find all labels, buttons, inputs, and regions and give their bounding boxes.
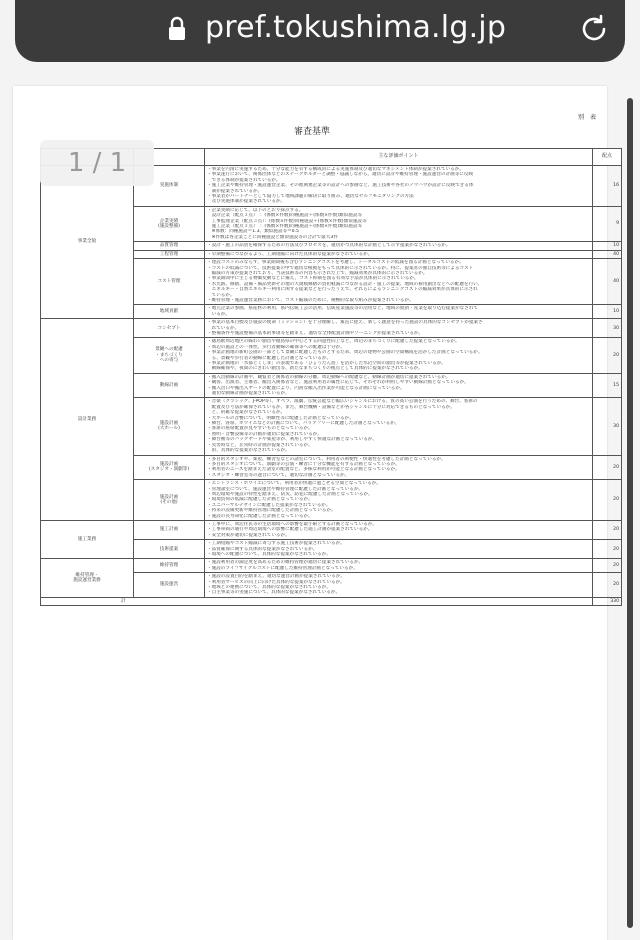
point-line: ・地域との連携について、具体的な提案がなされているか。	[207, 585, 331, 591]
point-line: ・地元企業の参画、県産材の利用、県内伝統工芸の活用、伝統産業施設等の活用など、地域の経済・産業を取り込む提案がなされて	[207, 306, 479, 312]
point-line: ・多目的スタジオについて、演劇等の公演・練習に十分な機能を有する計画となっているか。	[207, 461, 400, 467]
point-line: 制が提案されているか。	[207, 188, 263, 194]
point-line: ・環境への配慮について、具体的な提案がなされているか。	[207, 552, 331, 557]
points-cell	[205, 166, 593, 207]
browser-top-bar	[0, 0, 640, 78]
score-cell: 20	[593, 540, 622, 559]
point-line: 及び実施体制が提案されているか。	[207, 199, 286, 205]
point-line: ・事業計画地の「水都とくしま」の表現である「ひょうたん島」を活かした水辺空間の創出等が提案されているか。	[207, 361, 446, 366]
document-title: 審査基準	[294, 127, 331, 137]
item-cell: コスト管理	[134, 259, 205, 305]
score-cell: 10	[593, 242, 622, 250]
point-line: 的、具体的な提案がなされているか。	[207, 448, 290, 454]
point-line: できる体制が提案されているか。	[207, 177, 281, 183]
score-cell: 20	[593, 455, 622, 480]
point-line: ・施設の長寿命化に配慮した計画となっているか。	[207, 513, 313, 519]
total-row	[41, 597, 622, 605]
category-cell: 維持管理・ 施設運営業務	[41, 559, 134, 597]
point-line: ・将来の設備更新や維持管理に配慮した計画となっているか。	[207, 508, 336, 514]
total-score: 330	[593, 597, 622, 605]
score-cell: 10	[593, 305, 622, 319]
point-line: ・大ホールの音響について、明瞭性等に配慮した計画となっているか。	[207, 415, 354, 421]
score-cell: 9	[593, 206, 622, 241]
point-line: ・水光熱、修繕、設備・備品更新その他の大規模修繕の負担軽減につながる設計・施工の提案、地域の雇用創出などへの配慮を行い、	[207, 281, 483, 287]
score-cell: 20	[593, 520, 622, 539]
item-cell: 維持管理	[134, 559, 205, 573]
category-cell: 事業全般	[41, 166, 134, 319]
point-line: ・搬入出動線の計画や、観覧者と関係者の動線の分離、周辺動線への配慮など、動線計画が適切に提案されているか。	[207, 374, 451, 380]
item-cell: 工程管理	[134, 250, 205, 258]
point-line: 工事監理企業（配点３点）：(係数×件数)同種施設＋(係数×件数)類似施設等	[207, 218, 367, 224]
point-line: 配置及び寸法が確保されているか、また、舞台機構・設備などが各ジャンルに十分に対応できるものとなっているか。	[207, 404, 455, 410]
point-line: ・事業計画地の新町公園の一部として景観に配慮したものとするため、周辺の建物や公園の空間構成を活かした計画となっているか。	[207, 350, 483, 356]
point-line: ・事業の基本目標及び施設の使命（ミッション）を十分理解し、素直に捉え、新しく創意を持った施設の具体的なコンセプトが提案さ	[207, 320, 483, 326]
score-cell: 20	[593, 338, 622, 373]
point-line: ・維持管理・施設運営業務において、コスト縮減のために、積極的な取り組みが提案されているか。	[207, 297, 414, 303]
points-cell	[205, 455, 593, 480]
table-body	[41, 166, 622, 606]
item-cell: 景観への配慮 ・まちづくり への寄与	[134, 338, 205, 373]
point-line: ※係数：同種施設＝1.3、類似施設等＝0.5	[207, 229, 299, 235]
point-line: 適切な動線計画が提案されているか。	[207, 391, 290, 397]
point-line: ・事業期間中に生じる物価変動などに備え、コスト抑制を図る有効な手法が具体的に示されているか。	[207, 276, 419, 282]
point-line: ・舞台袖等のバックヤードや楽屋等が、利用しやすく快適な計画となっているか、	[207, 437, 377, 443]
points-cell	[205, 573, 593, 598]
points-cell	[205, 250, 593, 258]
point-line: 動線確保や、夜間のにぎわい創出等、新たなまちづくりの拠点として具体的に提案がなされているか。	[207, 366, 423, 372]
lock-icon	[167, 16, 187, 42]
point-line: ・事業を円滑に実施するため、十分な能力を有する構成員による実施体制及び適切なマネジメント体制が提案されているか。	[207, 167, 464, 172]
point-line: る、景観や歩行者の動線に配慮した計画となっているか。	[207, 355, 332, 361]
total-label: 計	[41, 597, 593, 605]
appendix-label: 別 表	[578, 114, 597, 121]
point-line: ・エントランス・ホワイエについて、利用者が快適に過ごせる空間となっているか。	[207, 481, 381, 487]
point-line: ・利用者サービスの向上に向けた具体的な提案がなされているか。	[207, 579, 345, 585]
point-line: ・ユニバーサルデザインに配慮した提案がなされているか。	[207, 502, 331, 508]
page-indicator: 1 / 1	[40, 140, 154, 186]
point-line: いるか。	[207, 311, 230, 317]
point-line: エネルギー・自然エネルギー利用に関する提案などを行ったうえで、それらによるランニングコストの縮減効果が具体的に示され	[207, 287, 478, 293]
point-line: ・管理諸室について、施設運営や維持管理に配慮した計画となっているか。	[207, 486, 364, 492]
item-cell: 施設運営	[134, 573, 205, 598]
point-line: ・工事中に、周辺住民等の生活環境への影響を最小限とする計画となっているか。	[207, 521, 377, 527]
item-cell: 動線計画	[134, 373, 205, 398]
score-cell: 40	[593, 259, 622, 305]
item-cell: 施設計画 (大ホール)	[134, 398, 205, 455]
score-cell: 20	[593, 559, 622, 573]
point-line: ・コストの低減について、技術提案の中で適切な根拠をもって具体的に示されているか。特に、提案者の独自技術等によるコスト	[207, 265, 474, 271]
point-line: れているか。	[207, 325, 240, 331]
point-line: ・利用者のニーズを踏まえた諸室の配置など、多様な利用が可能となる計画となっているか。	[207, 467, 400, 473]
reload-icon[interactable]	[577, 12, 611, 46]
point-line: 設計企業（配点３点） ：(係数×件数)同種施設＋(係数×件数)類似施設等	[207, 213, 362, 219]
item-cell: 技術提案	[134, 540, 205, 559]
point-line: ・多目的スタジオや、楽屋、練習室などの諸室について、利用者の利便性・快適性を考慮した計画となっているか。	[207, 456, 446, 462]
point-line: ・工事車両の通行や周辺環境への影響に配慮した施工計画が提案されているか。	[207, 527, 373, 533]
point-line: ※件数は各企業ごとに同種施設と類似施設等の合計で最大3件	[207, 234, 338, 240]
score-cell: 30	[593, 398, 622, 455]
point-line: ・搬入出口や搬出入ヤードの配置により、円滑な搬入出作業が可能となる計画になっているか。	[207, 385, 405, 391]
item-cell: 企業実績 (施設整備)	[134, 206, 205, 241]
points-cell	[205, 338, 593, 373]
item-cell: コンセプト	[134, 319, 205, 338]
evaluation-criteria-table	[40, 148, 622, 606]
header-cell-score: 配点	[593, 149, 622, 166]
point-line: 縮減の方策が提案されており、当該技術等の内容も示された上で、縮減効果が具体的に示されているか。	[207, 270, 428, 276]
scrollbar[interactable]	[627, 98, 633, 928]
points-cell	[205, 398, 593, 455]
score-cell: 20	[593, 573, 622, 598]
table-row	[41, 520, 622, 539]
points-cell	[205, 305, 593, 319]
point-line: ・施設のライフサイクルコストに配慮した維持管理計画となっているか。	[207, 565, 358, 571]
header-cell-points: 主な評価ポイント	[205, 149, 593, 166]
item-cell: 施設計画 (スタジオ・演劇等)	[134, 455, 205, 480]
point-line: ・整備条件や施設整備の基本的事項等を踏まえ、適切な全体配置計画やゾーニングが提案されているか。	[207, 330, 424, 336]
points-cell	[205, 540, 593, 559]
point-line: ・観客、出演者、主催者、搬出入関係者など、施設利用者の属性に応じて、それぞれが利用しやすい動線計画となっているか。	[207, 380, 469, 386]
score-cell: 16	[593, 166, 622, 207]
points-cell	[205, 319, 593, 338]
point-line: ・周辺の施設との一体性、歩行者動線の確保等への配慮は十分か。	[207, 344, 345, 350]
points-cell	[205, 259, 593, 305]
point-line: ・事業者がパートナーとして協力して地域課題の解決に取り組み、適切なセルフモニタリングの方法	[207, 194, 414, 200]
item-cell: 実施体制	[134, 166, 205, 207]
score-cell: 40	[593, 250, 622, 258]
points-cell	[205, 520, 593, 539]
points-cell	[205, 559, 593, 573]
category-cell: 設計業務	[41, 319, 134, 521]
point-line: ・周辺環境や施設の特性を踏まえ、防災、防犯に配慮した計画となっているか。	[207, 491, 373, 497]
item-cell: 品質管理	[134, 242, 205, 250]
point-line: ・工期短縮やコスト縮減に寄与する施工技術が提案されているか。	[207, 541, 345, 547]
point-line: ・舞台、客席、ホワイエなどの計画について、バリアフリーに配慮した計画となっているか。	[207, 421, 400, 427]
points-cell	[205, 206, 593, 241]
pdf-viewer[interactable]	[0, 78, 640, 940]
point-line: ・環境負荷の低減に配慮した計画となっているか。	[207, 497, 313, 503]
point-line: ・設計・施工の品質を確保するための方法及びプロセスを、適切かつ具体的な計画として示す提案がなされているか。	[207, 243, 451, 249]
point-line: 施工企業（配点３点） ：(係数×件数)同種施設＋(係数×件数)類似施設等	[207, 224, 362, 230]
point-line: ・災害時など、非常時の計画が提案されているか。	[207, 442, 313, 448]
point-line: ・事業遂行において、関係団体などのステークホルダーと調整・協議しながら、適切に設計や維持管理・施設運営の計画等に反映	[207, 172, 474, 178]
item-cell: 施工計画	[134, 520, 205, 539]
score-cell: 30	[593, 319, 622, 338]
score-cell: 15	[593, 373, 622, 398]
point-line: ・企業実績に応じて、以下のとおり採点する。	[207, 207, 304, 213]
point-line: ・安全対策が適切に提案されているか。	[207, 532, 290, 538]
point-line: ・建設コストのみならず、事業期間後も含むランニングコストを考慮し、トータルコストの低減を図る計画となっているか。	[207, 260, 464, 266]
point-line: ・客席の座席配置が見やすいものとなっているか。	[207, 426, 313, 432]
address-bar[interactable]	[15, 0, 625, 62]
point-line: ているか。	[207, 292, 235, 298]
document-page	[13, 86, 619, 940]
point-line: ・スタジオ・練習室等の遮音について、適切な計画となっているか。	[207, 472, 350, 478]
point-line: ・早期整備につながるよう、工期短縮に向けた具体的な提案がなされているか。	[207, 251, 373, 257]
item-cell: 地域貢献	[134, 305, 205, 319]
url-text[interactable]: pref.tokushima.lg.jp	[205, 10, 507, 45]
point-line: ・施設利用者の満足度を高めるための維持管理が適切に提案されているか。	[207, 560, 364, 566]
table-row	[41, 559, 622, 573]
score-cell: 20	[593, 480, 622, 521]
points-cell	[205, 480, 593, 521]
point-line: ・施設の設置目的を踏まえ、適切な運営計画が提案されているか。	[207, 574, 346, 580]
point-line: ど、的確な提案がなされているか。	[207, 410, 286, 416]
point-line: ・品質確保に関する具体的な提案がなされているか。	[207, 546, 318, 552]
point-line: ・照明・音響設備等の計画が適切に提案されているか。	[207, 431, 322, 437]
point-line: ・施工企業や維持管理・施設運営企業、その他関連企業等の設計への参画など、施工技術や各社のノウハウが設計に反映できる体	[207, 183, 474, 189]
point-line: ・徳島駅周辺地区の賑わい創出や徳島県の中心とする回遊性向上など、周辺のまちづくりに配慮した提案となっているか。	[207, 339, 460, 345]
point-line: ・音楽（クラシック、J-POP等）、オペラ、演劇、伝統芸能など幅広いジャンルにおける、質の高い公演を行うための、舞台、客席の	[207, 399, 478, 405]
table-row	[41, 319, 622, 338]
category-cell: 施工業務	[41, 520, 134, 558]
point-line: ・自主事業等の実施について、具体的な提案がなされているか。	[207, 590, 341, 596]
item-cell: 施設計画 (その他)	[134, 480, 205, 521]
points-cell	[205, 242, 593, 250]
points-cell	[205, 373, 593, 398]
